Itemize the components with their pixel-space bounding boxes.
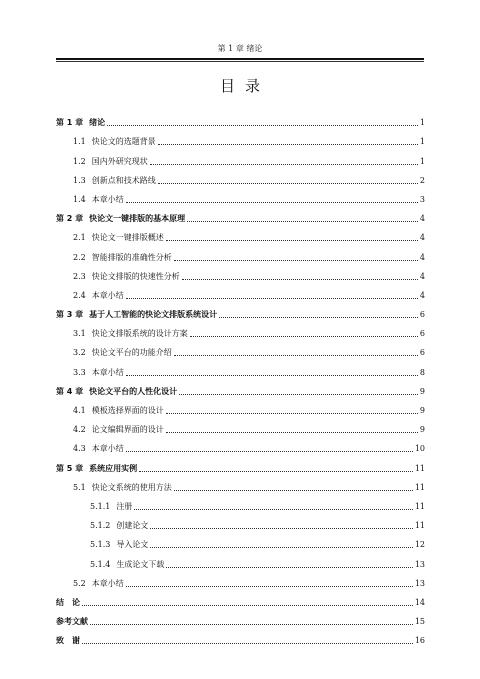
toc-entry-number: 1.3 (73, 175, 86, 185)
toc-entry-page-number: 13 (414, 578, 425, 588)
toc-entry-title: 本章小结 (91, 290, 124, 300)
toc-entry-title: 导入论文 (116, 540, 149, 550)
toc-dot-leader (126, 201, 418, 203)
toc-dot-leader (166, 412, 418, 414)
toc-entry[interactable] (56, 358, 425, 377)
toc-entry-number: 3.3 (73, 367, 86, 377)
toc-entry-page-number: 4 (419, 271, 425, 281)
toc-entry[interactable] (56, 339, 425, 358)
toc-dot-leader (174, 354, 418, 356)
toc-entry-number: 2.4 (73, 290, 86, 300)
toc-dot-leader (126, 297, 418, 299)
toc-entry-title: 创建论文 (116, 521, 149, 531)
toc-entry-title: 本章小结 (91, 367, 124, 377)
toc-entry-page-number: 8 (419, 367, 425, 377)
toc-entry-title: 智能排版的准确性分析 (91, 252, 172, 262)
toc-entry-page-number: 9 (419, 406, 425, 415)
toc-dot-leader (158, 143, 418, 145)
toc-dot-leader (126, 374, 418, 376)
toc-entry-number: 第 3 章 (56, 310, 84, 320)
toc-entry-title: 注册 (116, 501, 133, 511)
toc-entry-number: 5.1.4 (90, 559, 111, 569)
toc-entry-page-number: 1 (419, 156, 425, 166)
toc-entry-page-number: 11 (414, 463, 425, 473)
toc-dot-leader (158, 182, 418, 184)
toc-dot-leader (166, 239, 418, 241)
toc-entry-number: 第 1 章 (56, 118, 84, 128)
toc-entry-title: 模板选择界面的设计 (91, 406, 164, 415)
toc-entry[interactable] (56, 435, 425, 454)
toc-entry-number: 5.2 (73, 578, 86, 588)
toc-entry-title: 快论文平台的功能介绍 (91, 348, 172, 358)
toc-entry-number: 2.2 (73, 252, 86, 262)
toc-entry-page-number: 6 (419, 329, 425, 339)
toc-dot-leader (126, 450, 413, 452)
toc-entry-number: 第 5 章 (56, 463, 84, 473)
toc-dot-leader (82, 604, 413, 606)
toc-entry[interactable] (56, 493, 425, 512)
toc-entry-page-number: 6 (419, 310, 425, 320)
header-rule-thick (56, 58, 424, 60)
toc-entry[interactable] (56, 224, 425, 243)
toc-entry-number: 4.1 (73, 406, 86, 415)
toc-entry[interactable] (56, 320, 425, 339)
toc-entry-number: 第 4 章 (56, 386, 84, 396)
toc-dot-leader (126, 585, 413, 587)
toc-entry-title: 快论文排版的快速性分析 (91, 271, 180, 281)
toc-dot-leader (139, 470, 413, 472)
toc-entry-number: 5.1.2 (90, 521, 111, 531)
toc-entry-page-number: 9 (419, 386, 425, 396)
toc-entry-title: 生成论文下载 (116, 559, 165, 569)
toc-entry-page-number: 10 (414, 444, 425, 454)
header-rule-thin (56, 61, 424, 62)
toc-entry-title: 结 论 (56, 597, 80, 607)
toc-dot-leader (90, 623, 413, 625)
toc-entry-title: 绪论 (89, 118, 106, 128)
toc-entry-number: 1.1 (73, 137, 86, 147)
toc-entry-title: 国内外研究现状 (91, 156, 148, 166)
toc-entry-page-number: 15 (414, 617, 425, 627)
toc-entry-number: 1.2 (73, 156, 86, 166)
toc-entry[interactable] (56, 589, 425, 608)
table-of-contents (56, 109, 425, 646)
toc-entry-title: 快论文排版系统的设计方案 (91, 329, 188, 339)
toc-entry-page-number: 11 (414, 521, 425, 531)
toc-entry-page-number: 11 (414, 482, 425, 492)
toc-entry[interactable] (56, 167, 425, 186)
toc-entry-number: 5.1 (73, 482, 86, 492)
toc-entry-page-number: 2 (419, 175, 425, 185)
toc-entry-title: 论文编辑界面的设计 (91, 425, 164, 435)
toc-entry-number: 2.1 (73, 233, 86, 243)
toc-dot-leader (82, 642, 413, 644)
toc-entry-number: 2.3 (73, 271, 86, 281)
running-header: 第 1 章 绪论 (217, 44, 263, 53)
toc-entry-title: 创新点和技术路线 (91, 175, 156, 185)
toc-entry-title: 快论文的选题背景 (91, 137, 156, 147)
toc-dot-leader (150, 527, 412, 529)
toc-entry[interactable] (56, 128, 425, 147)
toc-entry[interactable] (56, 263, 425, 282)
toc-entry-page-number: 16 (414, 636, 425, 646)
toc-entry-title: 快论文系统的使用方法 (91, 482, 172, 492)
toc-dot-leader (150, 546, 412, 548)
toc-entry[interactable] (56, 301, 425, 320)
toc-dot-leader (182, 278, 418, 280)
toc-entry-number: 4.3 (73, 444, 86, 454)
toc-entry[interactable] (56, 205, 425, 224)
toc-dot-leader (219, 316, 418, 318)
toc-entry-title: 基于人工智能的快论文排版系统设计 (89, 310, 218, 320)
toc-entry-title: 致 谢 (56, 636, 80, 646)
toc-entry[interactable] (56, 531, 425, 550)
toc-entry[interactable] (56, 243, 425, 262)
toc-entry[interactable] (56, 550, 425, 569)
toc-entry-page-number: 4 (419, 290, 425, 300)
toc-entry[interactable] (56, 608, 425, 627)
toc-entry-title: 快论文平台的人性化设计 (89, 386, 178, 396)
toc-entry[interactable] (56, 570, 425, 589)
toc-title: 目录 (219, 77, 270, 95)
toc-dot-leader (190, 335, 418, 337)
toc-entry[interactable] (56, 512, 425, 531)
toc-entry-number: 3.2 (73, 348, 86, 358)
toc-entry-number: 5.1.1 (90, 501, 111, 511)
toc-entry-title: 系统应用实例 (89, 463, 138, 473)
toc-entry-page-number: 9 (419, 425, 425, 435)
toc-entry-page-number: 4 (419, 252, 425, 262)
toc-entry[interactable] (56, 474, 425, 493)
toc-dot-leader (150, 163, 418, 165)
toc-dot-leader (107, 124, 418, 126)
toc-entry-title: 参考文献 (56, 617, 88, 627)
toc-entry-page-number: 4 (419, 233, 425, 243)
toc-dot-leader (174, 259, 418, 261)
toc-entry[interactable] (56, 627, 425, 646)
toc-entry-page-number: 13 (414, 559, 425, 569)
toc-dot-leader (179, 393, 418, 395)
toc-entry[interactable] (56, 147, 425, 166)
toc-dot-leader (174, 489, 413, 491)
toc-entry-title: 本章小结 (91, 444, 124, 454)
toc-entry[interactable] (56, 282, 425, 301)
toc-entry-page-number: 6 (419, 348, 425, 358)
toc-entry-title: 快论文一键排版的基本原理 (89, 214, 186, 224)
toc-dot-leader (166, 566, 412, 568)
toc-entry[interactable] (56, 397, 425, 416)
toc-entry-page-number: 1 (419, 137, 425, 147)
toc-entry[interactable] (56, 454, 425, 473)
toc-entry-title: 快论文一键排版概述 (91, 233, 164, 243)
toc-dot-leader (134, 508, 412, 510)
toc-entry-page-number: 3 (419, 194, 425, 204)
toc-entry-page-number: 12 (414, 540, 425, 550)
toc-entry-page-number: 1 (419, 118, 425, 128)
toc-entry[interactable] (56, 109, 425, 128)
toc-entry-number: 5.1.3 (90, 540, 111, 550)
toc-entry-number: 1.4 (73, 194, 86, 204)
toc-entry-page-number: 4 (419, 214, 425, 224)
toc-entry-page-number: 14 (414, 597, 425, 607)
toc-entry[interactable] (56, 186, 425, 205)
toc-entry-number: 4.2 (73, 425, 86, 435)
toc-dot-leader (187, 220, 418, 222)
toc-dot-leader (166, 431, 418, 433)
toc-entry-title: 本章小结 (91, 578, 124, 588)
toc-entry-number: 第 2 章 (56, 214, 84, 224)
toc-entry-title: 本章小结 (91, 194, 124, 204)
toc-entry[interactable] (56, 378, 425, 397)
toc-entry-page-number: 11 (414, 501, 425, 511)
toc-entry-number: 3.1 (73, 329, 86, 339)
toc-entry[interactable] (56, 416, 425, 435)
